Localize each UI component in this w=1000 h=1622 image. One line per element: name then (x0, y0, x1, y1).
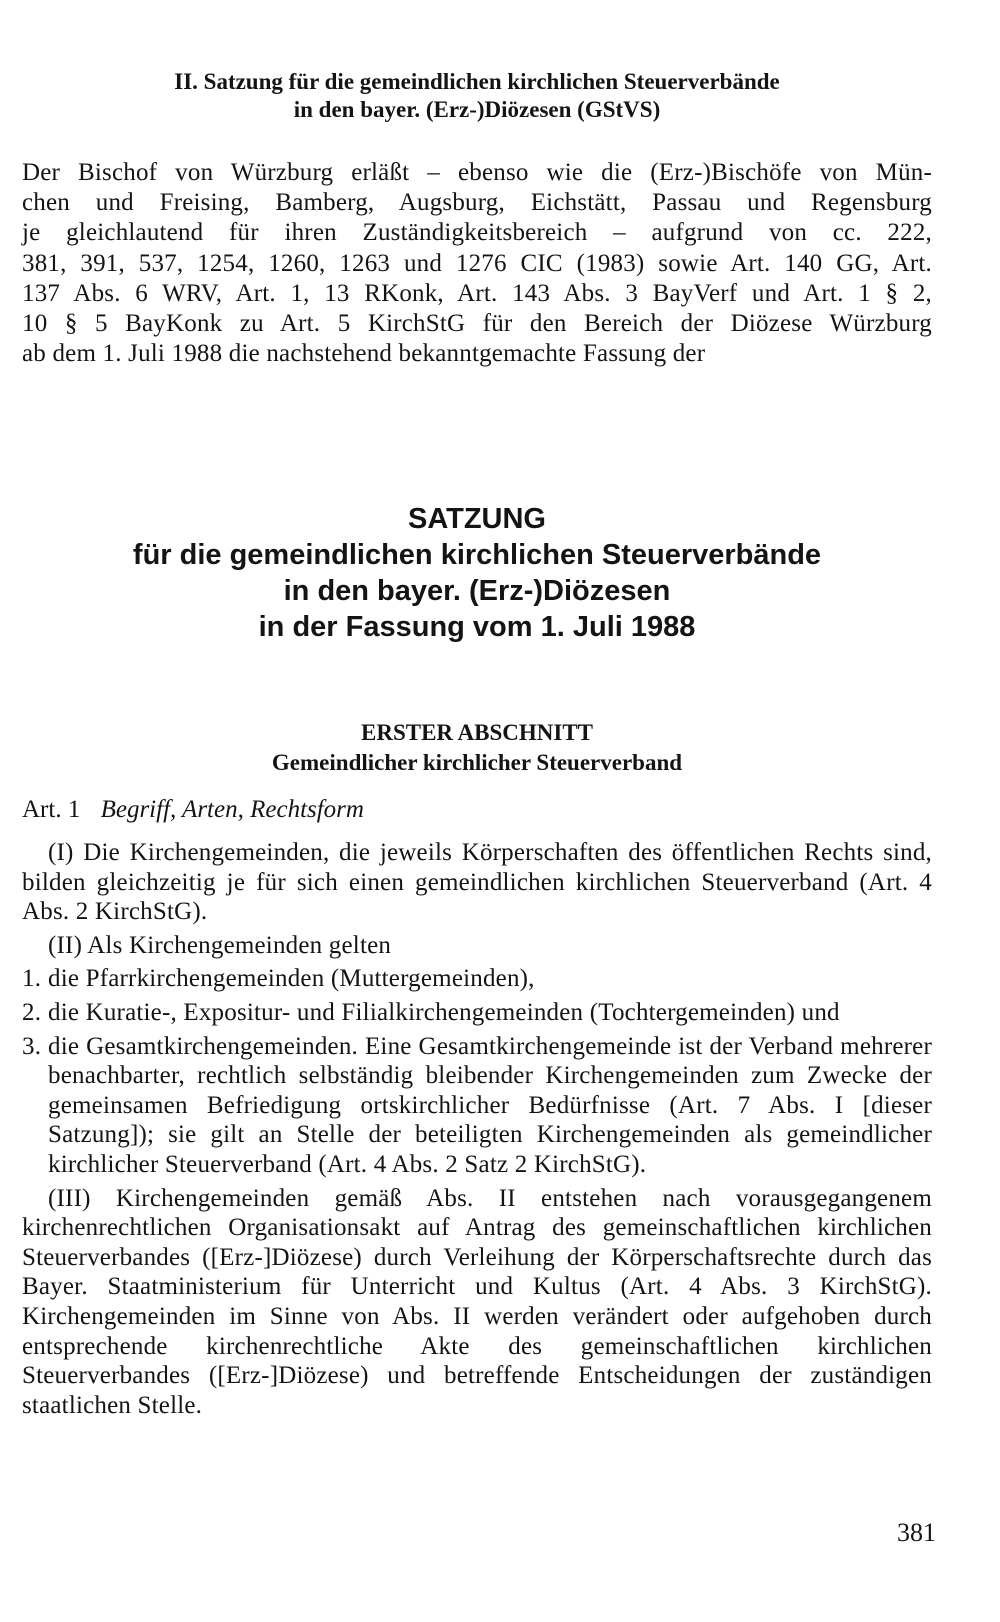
list-item (22, 1032, 932, 1180)
intro-line: 137 Abs. 6 WRV, Art. 1, 13 RKonk, Art. 143 Abs. 3 BayVerf und Art. 1 § 2, (22, 279, 932, 307)
statute-title-line-3: in den bayer. (Erz-)Diözesen (283, 575, 671, 607)
section-subtitle: Gemeindlicher kirchlicher Steuerverband (271, 750, 683, 775)
intro-paragraph (22, 158, 932, 369)
statute-title (22, 501, 932, 645)
paragraph-3 (22, 1184, 932, 1421)
intro-line: Der Bischof von Würzburg erläßt – ebenso wie die (Erz-)Bischöfe von Mün- (22, 159, 932, 186)
paragraph-1-text: (I) Die Kirchengemeinden, die jeweils Körperschaften des öffentlichen Rechts sind, bilden gleichzeitig je für sich einen gemeindlichen kirchlichen Steuerverband (Art. 4 Abs. 2 KirchStG). (22, 839, 932, 926)
statute-title-line-4: in der Fassung vom 1. Juli 1988 (258, 611, 696, 643)
list-item-text: die Kuratie-, Expositur- und Filialkirchengemeinden (Tochtergemeinden) und (48, 998, 840, 1026)
page-number: 381 (897, 1518, 936, 1547)
list-item-number: 3. (22, 1032, 42, 1060)
list-item (22, 964, 932, 994)
header-line-2: in den bayer. (Erz-)Diözesen (GStVS) (293, 97, 661, 122)
statute-title-line-2: für die gemeindlichen kirchlichen Steuerverbände (132, 539, 822, 571)
intro-line: ab dem 1. Juli 1988 die nachstehend bekanntgemachte Fassung der (22, 340, 706, 368)
article-number: Art. 1 (22, 796, 81, 823)
list-item-number: 1. (22, 965, 42, 993)
intro-line: chen und Freising, Bamberg, Augsburg, Eichstätt, Passau und Regensburg (22, 189, 932, 217)
statute-title-line-1: SATZUNG (407, 503, 546, 535)
paragraph-3-text: (III) Kirchengemeinden gemäß Abs. II entstehen nach vorausgegangenem kirchenrechtlichen Organisationsakt auf Antrag des gemeinschaftlichen kirchlichen Steuerverbandes ([Erz-]Diözese) durch Verleihung der Körperschaftsrechte durch das Bayer. Staatministerium für Unterricht und Kultus (Art. 4 Abs. 3 KirchStG). Kirchengemeinden im Sinne von Abs. II werden verändert oder aufgehoben durch entsprechende kirchenrechtliche Akte des gemeinschaftlichen kirchlichen Steuerverbandes ([Erz-]Diözese) und betreffende Entscheidungen der zuständigen staatlichen Stelle. (22, 1184, 932, 1419)
document-header (22, 68, 932, 124)
list-item-text: die Pfarrkirchengemeinden (Muttergemeinden), (48, 965, 535, 993)
list-item-number: 2. (22, 998, 42, 1026)
section-label: ERSTER ABSCHNITT (361, 720, 593, 745)
intro-line: 381, 391, 537, 1254, 1260, 1263 und 1276 CIC (1983) sowie Art. 140 GG, Art. (22, 249, 932, 277)
article-heading (22, 795, 364, 825)
list-item (22, 998, 932, 1028)
document-page (22, 68, 932, 1419)
paragraph-2: (II) Als Kirchengemeinden gelten (48, 931, 392, 959)
header-line-1: II. Satzung für die gemeindlichen kirchlichen Steuerverbände (174, 69, 780, 94)
list-item-text: die Gesamtkirchengemeinden. Eine Gesamtkirchengemeinde ist der Verband mehrerer benachbarter, rechtlich selbständig bleibender Kirchengemeinden zum Zwecke der gemeinsamen Befriedigung ortskirchlicher Bedürfnisse (Art. 7 Abs. I [dieser Satzung]); sie gilt an Stelle der beteiligten Kirchengemeinden als gemeindlicher kirchlicher Steuerverband (Art. 4 Abs. 2 Satz 2 KirchStG). (48, 1032, 932, 1178)
section-heading (22, 718, 932, 778)
intro-line: je gleichlautend für ihren Zuständigkeitsbereich – aufgrund von cc. 222, (22, 219, 932, 247)
article-title: Begriff, Arten, Rechtsform (100, 796, 364, 823)
paragraph-1 (22, 838, 932, 927)
article-body (22, 838, 932, 1424)
intro-line: 10 § 5 BayKonk zu Art. 5 KirchStG für den Bereich der Diözese Würzburg (22, 310, 932, 338)
